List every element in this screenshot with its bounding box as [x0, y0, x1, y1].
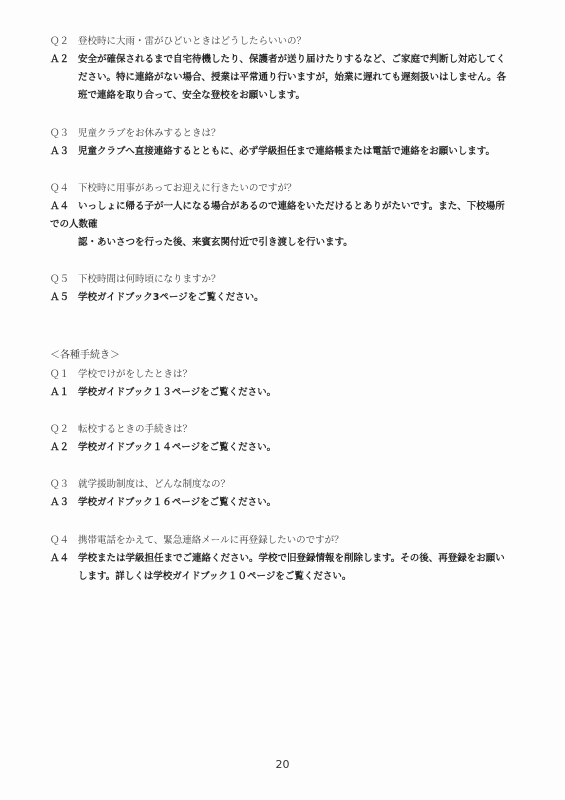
answer-row — [50, 550, 530, 586]
question-row — [50, 33, 530, 51]
answer-line: 安全が確保されるまで自宅待機したり、保護者が送り届けたりするなど、ご家庭で判断し対応してく — [78, 54, 506, 65]
answer-text — [78, 51, 506, 105]
question-row — [50, 532, 530, 550]
faq-item-proc-q4-emergency-mail — [50, 532, 530, 586]
question-row — [50, 271, 530, 289]
answer-line: ださい。特に連絡がない場合、授業は平常通り行いますが，始業に遅れても遅刻扱いはしません。各 — [78, 72, 507, 83]
answer-line: します。詳しくは学校ガイドブック１０ページをご覧ください。 — [78, 571, 352, 582]
question-label: Ｑ４ — [50, 535, 70, 546]
answer-text — [78, 198, 505, 216]
question-label: Ｑ４ — [50, 183, 70, 194]
question-text: 児童クラブをお休みするときは？ — [78, 128, 221, 139]
question-label: Ｑ３ — [50, 479, 70, 490]
question-row — [50, 366, 530, 384]
faq-item-q3-childcare — [50, 125, 530, 161]
faq-item-q4-pickup — [50, 180, 530, 252]
answer-row — [50, 494, 530, 512]
question-text: 下校時に用事があってお迎えに行きたいのですが？ — [78, 183, 297, 194]
question-label: Ｑ２ — [50, 424, 70, 435]
faq-item-proc-q1-injury — [50, 366, 530, 402]
question-text: 携帯電話をかえて、緊急連絡メールに再登録したいのですが？ — [78, 535, 344, 546]
faq-item-q5-dismissal-time — [50, 271, 530, 307]
answer-row — [50, 384, 530, 402]
answer-text — [78, 143, 495, 161]
answer-label: Ａ４ — [50, 553, 70, 564]
answer-line: 学校ガイドブック１６ページをご覧ください。 — [78, 497, 277, 508]
question-row — [50, 476, 530, 494]
section-heading: ＜各種手続き＞ — [50, 350, 120, 361]
answer-row — [50, 439, 530, 457]
question-text: 登校時に大雨・雷がひどいときはどうしたらいいの？ — [78, 36, 307, 47]
question-label: Ｑ１ — [50, 369, 70, 380]
answer-line: 学校または学級担任までご連絡ください。学校で旧登録情報を削除します。その後、再登録をお願い — [78, 553, 505, 564]
faq-item-proc-q3-school-aid — [50, 476, 530, 512]
answer-row — [50, 289, 530, 307]
answer-label: Ａ５ — [50, 292, 70, 303]
answer-continuation: 認・あいさつを行った後、来賓玄関付近で引き渡しを行います。 — [78, 237, 353, 248]
question-text: 学校でけがをしたときは？ — [78, 369, 193, 380]
page-number: 20 — [275, 758, 290, 771]
answer-row — [50, 198, 530, 216]
answer-row — [50, 143, 530, 161]
question-text: 就学援助制度は、どんな制度なの？ — [78, 479, 231, 490]
answer-label: Ａ３ — [50, 146, 70, 157]
answer-label: Ａ２ — [50, 54, 70, 65]
answer-label: Ａ４ — [50, 201, 70, 212]
answer-text — [78, 384, 276, 402]
answer-text — [78, 494, 276, 512]
answer-line: 児童クラブへ直接連絡するとともに、必ず学級担任まで連絡帳または電話で連絡をお願いします。 — [78, 146, 496, 157]
question-row — [50, 180, 530, 198]
answer-line: 学校ガイドブック１４ページをご覧ください。 — [78, 442, 277, 453]
question-label: Ｑ５ — [50, 274, 70, 285]
answer-line: 学校ガイドブック3ページをご覧ください。 — [78, 292, 264, 303]
answer-text — [78, 550, 505, 586]
question-row — [50, 421, 530, 439]
answer-label: Ａ３ — [50, 497, 70, 508]
answer-row — [50, 51, 530, 105]
question-label: Ｑ２ — [50, 36, 70, 47]
answer-line: いっしょに帰る子が一人になる場合があるので連絡をいただけるとありがたいです。また、下校場所 — [78, 201, 505, 212]
question-row — [50, 125, 530, 143]
answer-text — [78, 439, 276, 457]
answer-label: Ａ１ — [50, 387, 70, 398]
question-text: 転校するときの手続きは？ — [78, 424, 193, 435]
answer-line: 班で連絡を取り合って、安全な登校をお願いします。 — [78, 90, 306, 101]
faq-item-proc-q2-transfer — [50, 421, 530, 457]
question-text: 下校時間は何時頃になりますか？ — [78, 274, 221, 285]
faq-item-q2-weather — [50, 33, 530, 105]
answer-line: 学校ガイドブック１３ページをご覧ください。 — [78, 387, 277, 398]
answer-continuation: での人数確 — [50, 219, 98, 230]
answer-label: Ａ２ — [50, 442, 70, 453]
question-label: Ｑ３ — [50, 128, 70, 139]
answer-text — [78, 289, 264, 307]
